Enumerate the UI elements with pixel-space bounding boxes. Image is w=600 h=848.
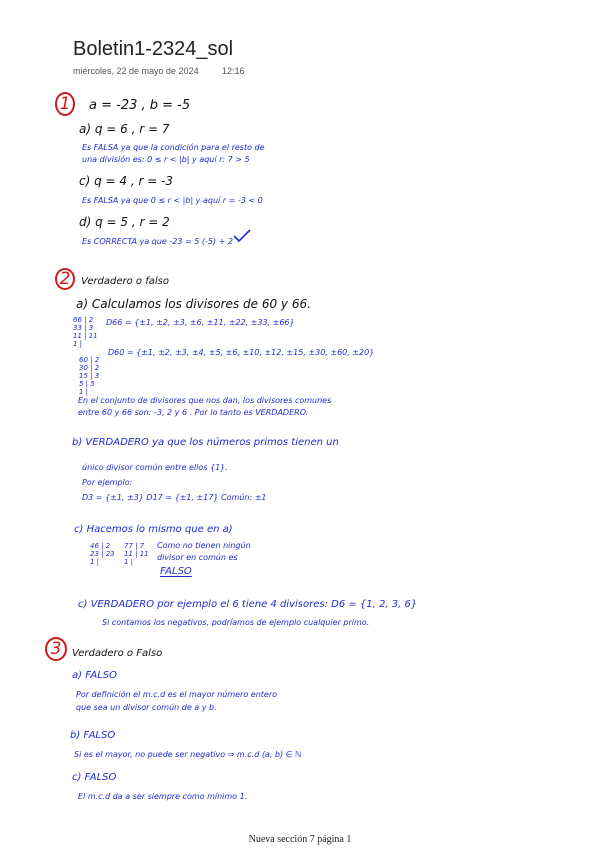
ex2-d-head: c) VERDADERO por ejemplo el 6 tiene 4 divisores: D6 = {1, 2, 3, 6} [78, 599, 418, 610]
ex2-heading: Verdadero o falso [81, 276, 169, 287]
ex1-d-note: Es CORRECTA ya que -23 = 5 (-5) + 2 [82, 237, 233, 246]
exercise-3-number: 3 [45, 637, 67, 661]
ex2-c-note1: Como no tienen ningún [157, 541, 251, 550]
ex3-c-note: El m.c.d da a ser siempre como mínimo 1. [78, 792, 248, 801]
ex2-a-note1: En el conjunto de divisores que nos dan, los divisores comunes [78, 396, 332, 405]
division-table-66: 66 | 2 33 | 3 11 | 11 1 | [73, 316, 98, 348]
ex2-a-line: a) Calculamos los divisores de 60 y 66. [76, 297, 311, 311]
ex2-c-head: c) Hacemos lo mismo que en a) [74, 524, 233, 535]
exercise-2-number: 2 [55, 268, 75, 290]
page-title: Boletin1-2324_sol [73, 38, 234, 60]
check-icon [232, 228, 252, 244]
divisors-60: D60 = {±1, ±2, ±3, ±4, ±5, ±6, ±10, ±12, ±15, ±30, ±60, ±20} [108, 348, 375, 357]
divisors-66: D66 = {±1, ±2, ±3, ±6, ±11, ±22, ±33, ±66} [106, 318, 295, 327]
ex2-b-note1: único divisor común entre ellos {1}. [82, 463, 228, 472]
ex3-b-note: Si es el mayor, no puede ser negativo ⇒ m.c.d (a, b) ∈ ℕ [74, 750, 302, 759]
ex2-d-note: Si contamos los negativos, podríamos de ejemplo cualquier primo. [102, 618, 370, 627]
ex1-a-note1: Es FALSA ya que la condición para el resto de [82, 143, 265, 152]
ex3-c-head: c) FALSO [72, 772, 117, 783]
ex1-a-line: a) q = 6 , r = 7 [79, 122, 170, 136]
ex3-a-head: a) FALSO [72, 670, 118, 681]
ex2-b-head: b) VERDADERO ya que los números primos tienen un [72, 437, 339, 448]
ex1-c-line: c) q = 4 , r = -3 [79, 174, 174, 188]
ex1-a-note2: una división es: 0 ≤ r < |b| y aquí r: 7 > 5 [82, 155, 250, 164]
division-table-46: 46 | 2 23 | 23 1 | [90, 542, 115, 566]
ex1-c-note: Es FALSA ya que 0 ≤ r < |b| y aquí r = -3 < 0 [82, 196, 263, 205]
division-table-60: 60 | 2 30 | 2 15 | 3 5 | 5 1 | [79, 356, 100, 396]
ex2-a-note2: entre 60 y 66 son: -3, 2 y 6 . Por lo tanto es VERDADERO. [78, 408, 309, 417]
ex3-a-note2: que sea un divisor común de a y b. [76, 703, 217, 712]
ex3-a-note1: Por definición el m.c.d es el mayor número entero [76, 690, 278, 699]
ex2-c-note2: divisor en común es [157, 553, 238, 562]
ex2-b-note2: Por ejemplo: [82, 478, 133, 487]
ex1-givens: a = -23 , b = -5 [89, 98, 191, 113]
ex3-b-head: b) FALSO [70, 730, 116, 741]
page-date: miércoles, 22 de mayo de 2024 [73, 66, 199, 76]
page-footer: Nueva sección 7 página 1 [248, 834, 352, 845]
exercise-1-number: 1 [55, 92, 75, 116]
division-table-77: 77 | 7 11 | 11 1 | [124, 542, 149, 566]
ex2-c-result: FALSO [160, 566, 192, 577]
ex3-heading: Verdadero o Falso [72, 648, 163, 659]
ex2-b-note3: D3 = {±1, ±3} D17 = {±1, ±17} Común: ±1 [82, 493, 267, 502]
page-time: 12:16 [222, 66, 245, 76]
ex1-d-line: d) q = 5 , r = 2 [79, 215, 170, 229]
